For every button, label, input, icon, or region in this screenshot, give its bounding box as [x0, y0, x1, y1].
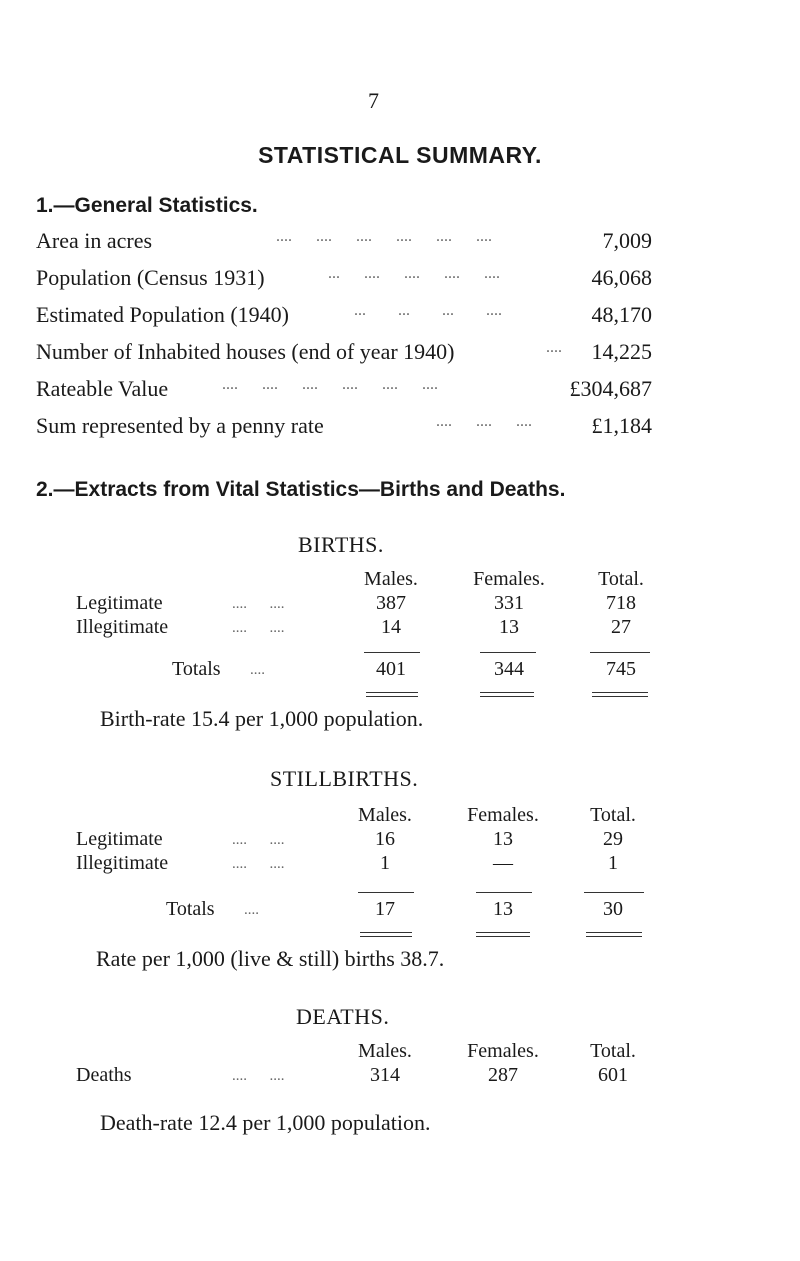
- leader-dots: .... ....: [232, 620, 285, 636]
- stillbirths-cell: 29: [603, 828, 623, 850]
- deaths-cell: 601: [598, 1064, 628, 1086]
- births-row-label: Illegitimate: [76, 616, 169, 638]
- leader-dots: ....: [244, 902, 259, 918]
- stillbirths-row-label: Illegitimate: [76, 852, 169, 874]
- general-row-value: 7,009: [602, 228, 652, 253]
- deaths-cell: 287: [488, 1064, 518, 1086]
- births-col-males: Males.: [364, 568, 418, 590]
- page-number: 7: [368, 88, 379, 113]
- double-rule: [586, 932, 642, 937]
- births-row-label: Legitimate: [76, 592, 163, 614]
- births-total-cell: 401: [376, 658, 406, 680]
- stillbirths-total-cell: 17: [375, 898, 395, 920]
- general-row: [36, 302, 652, 332]
- general-row-value: 14,225: [591, 339, 652, 364]
- stillbirths-total-cell: 30: [603, 898, 623, 920]
- double-rule: [360, 932, 412, 937]
- leader-dots: .... .... .... .... .... ....: [222, 376, 438, 393]
- births-total-cell: 344: [494, 658, 524, 680]
- double-rule: [592, 692, 648, 697]
- double-rule: [476, 932, 530, 937]
- leader-dots: .... .... ....: [436, 413, 532, 430]
- general-row-label: Sum represented by a penny rate: [36, 413, 324, 438]
- births-total-cell: 745: [606, 658, 636, 680]
- stillbirths-totals-label: Totals: [166, 898, 215, 920]
- leader-dots: ....: [546, 339, 562, 356]
- general-row-label: Number of Inhabited houses (end of year 1940): [36, 339, 455, 364]
- birth-rate-text: Birth-rate 15.4 per 1,000 population.: [100, 706, 424, 731]
- sum-rule: [358, 892, 414, 893]
- stillbirths-cell: 16: [375, 828, 395, 850]
- general-row-value: 48,170: [591, 302, 652, 327]
- sum-rule: [590, 652, 650, 653]
- general-row-value: 46,068: [591, 265, 652, 290]
- stillbirths-total-cell: 13: [493, 898, 513, 920]
- deaths-col-females: Females.: [467, 1040, 539, 1062]
- births-totals-label: Totals: [172, 658, 221, 680]
- general-row: [36, 228, 652, 258]
- births-heading: BIRTHS.: [298, 532, 384, 557]
- general-row-value: £1,184: [591, 413, 652, 438]
- stillbirths-cell: 1: [380, 852, 390, 874]
- stillbirth-rate-text: Rate per 1,000 (live & still) births 38.7.: [96, 946, 445, 971]
- leader-dots: .... ....: [232, 1068, 285, 1084]
- death-rate-text: Death-rate 12.4 per 1,000 population.: [100, 1110, 431, 1135]
- births-cell: 14: [381, 616, 401, 638]
- deaths-col-males: Males.: [358, 1040, 412, 1062]
- stillbirths-row-label: Legitimate: [76, 828, 163, 850]
- stillbirths-col-males: Males.: [358, 804, 412, 826]
- general-row: [36, 413, 652, 443]
- sum-rule: [480, 652, 536, 653]
- deaths-heading: DEATHS.: [296, 1004, 390, 1029]
- stillbirths-cell: 1: [608, 852, 618, 874]
- leader-dots: ... ... ... ....: [354, 302, 502, 319]
- stillbirths-heading: STILLBIRTHS.: [270, 766, 419, 791]
- leader-dots: ... .... .... .... ....: [328, 265, 500, 282]
- general-row: [36, 265, 652, 295]
- births-cell: 13: [499, 616, 519, 638]
- general-row-label: Population (Census 1931): [36, 265, 265, 290]
- sum-rule: [476, 892, 532, 893]
- stillbirths-cell: —: [493, 852, 513, 874]
- leader-dots: .... ....: [232, 832, 285, 848]
- deaths-col-total: Total.: [590, 1040, 636, 1062]
- sum-rule: [584, 892, 644, 893]
- general-row-value: £304,687: [569, 376, 652, 401]
- general-row: [36, 376, 652, 406]
- deaths-cell: 314: [370, 1064, 400, 1086]
- general-row-label: Area in acres: [36, 228, 153, 253]
- births-cell: 387: [376, 592, 406, 614]
- leader-dots: .... .... .... .... .... ....: [276, 228, 492, 245]
- births-col-females: Females.: [473, 568, 545, 590]
- page-heading: STATISTICAL SUMMARY.: [258, 142, 542, 168]
- births-col-total: Total.: [598, 568, 644, 590]
- general-row: [36, 339, 652, 369]
- deaths-row-label: Deaths: [76, 1064, 132, 1086]
- leader-dots: ....: [250, 662, 265, 678]
- double-rule: [480, 692, 534, 697]
- leader-dots: .... ....: [232, 596, 285, 612]
- stillbirths-cell: 13: [493, 828, 513, 850]
- general-row-label: Rateable Value: [36, 376, 169, 401]
- sum-rule: [364, 652, 420, 653]
- stillbirths-col-total: Total.: [590, 804, 636, 826]
- double-rule: [366, 692, 418, 697]
- births-cell: 718: [606, 592, 636, 614]
- general-row-label: Estimated Population (1940): [36, 302, 289, 327]
- births-cell: 331: [494, 592, 524, 614]
- stillbirths-col-females: Females.: [467, 804, 539, 826]
- section-vital-title: 2.—Extracts from Vital Statistics—Births and Deaths.: [36, 478, 566, 501]
- section-general-title: 1.—General Statistics.: [36, 194, 258, 217]
- births-cell: 27: [611, 616, 631, 638]
- leader-dots: .... ....: [232, 856, 285, 872]
